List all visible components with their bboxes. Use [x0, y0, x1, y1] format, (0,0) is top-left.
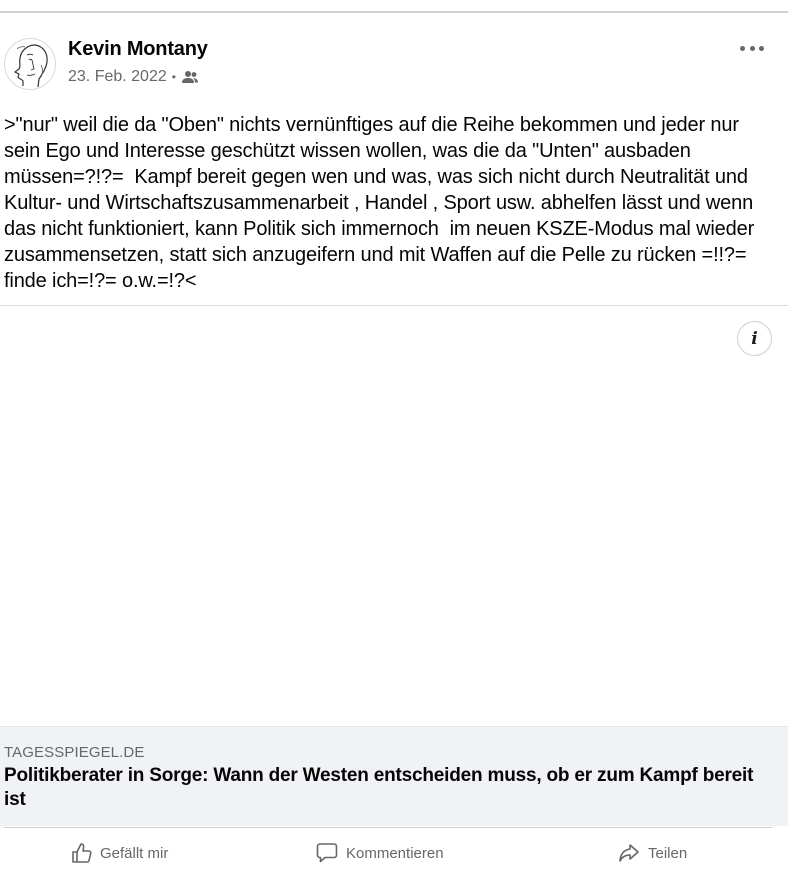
action-bar	[0, 842, 788, 872]
link-title[interactable]: Politikberater in Sorge: Wann der Westen entscheiden muss, ob er zum Kampf bereit ist	[4, 765, 754, 810]
share-button[interactable]	[618, 842, 687, 864]
more-dot-icon	[759, 46, 764, 51]
share-label: Teilen	[648, 844, 688, 862]
thumbs-up-icon	[70, 842, 92, 864]
post-date[interactable]: 23. Feb. 2022	[68, 68, 167, 85]
comment-label: Kommentieren	[346, 844, 444, 862]
meta-separator: •	[171, 70, 176, 84]
author-avatar[interactable]	[4, 38, 56, 90]
more-options-button[interactable]	[740, 40, 764, 56]
top-divider	[0, 11, 788, 13]
link-preview[interactable]	[0, 726, 788, 826]
more-dot-icon	[740, 46, 745, 51]
friends-icon	[181, 70, 199, 84]
link-domain: TAGESSPIEGEL.DE	[4, 744, 145, 761]
comment-icon	[316, 842, 338, 864]
like-button[interactable]	[70, 842, 168, 864]
post-text: >"nur" weil die da "Oben" nichts vernünftiges auf die Reihe bekommen und jeder nur sein Ego und Interesse geschützt wissen wollen, was die da "Unten" ausbaden müssen=?!?= Kampf bereit gegen wen und was, was sich nicht durch Neutralität und Kultur- und Wirtschaftszusammenarbeit , Handel , Sport usw. abhelfen lässt und wenn das nicht funktioniert, kann Politik sich immernoch im neuen KSZE-Modus mal wieder zusammensetzen, statt sich anzugeifern und mit Waffen auf die Pelle zu rücken =!!?= finde ich=!?= o.w.=!?<	[4, 114, 760, 292]
actions-divider	[4, 827, 772, 828]
info-button[interactable]: i	[737, 321, 772, 356]
share-icon	[618, 842, 640, 864]
post-meta	[68, 68, 199, 86]
like-label: Gefällt mir	[100, 844, 169, 862]
comment-button[interactable]	[316, 842, 444, 864]
media-placeholder[interactable]	[0, 306, 788, 726]
more-dot-icon	[750, 46, 755, 51]
avatar-sketch-image	[5, 39, 56, 90]
author-name[interactable]: Kevin Montany	[68, 38, 208, 60]
